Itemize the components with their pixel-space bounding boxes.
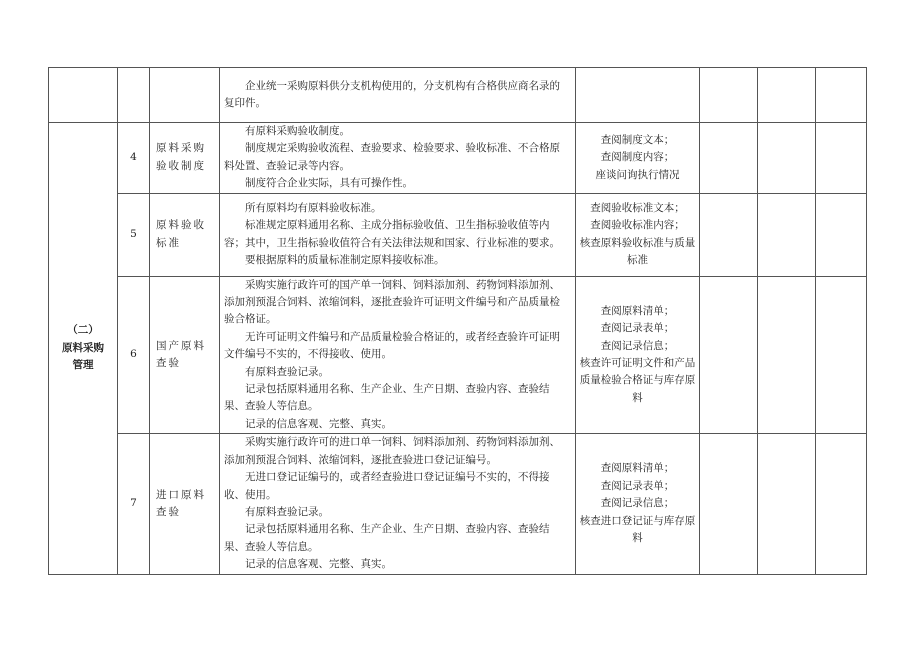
method-text: 查阅记录表单； (600, 479, 675, 492)
continuation-row (49, 68, 867, 123)
row-number: 6 (118, 276, 150, 434)
empty-number-cell (118, 68, 150, 123)
method-text: 查阅验收标准内容； (590, 219, 685, 232)
extra-cell (700, 68, 758, 123)
method-text: 查阅记录表单； (600, 322, 675, 335)
method-text: 查阅原料清单； (600, 462, 675, 475)
section-number: （二） (67, 324, 99, 337)
row-number: 7 (118, 434, 150, 574)
row-number: 4 (118, 123, 150, 194)
item-name: 原料验收标准 (150, 193, 220, 276)
item-name: 原料采购验收制度 (150, 123, 220, 194)
method-text: 查阅制度文本； (600, 133, 675, 146)
empty-section-cell (49, 68, 118, 123)
extra-cell (758, 123, 816, 194)
requirement-text: 有原料查验记录。 (245, 365, 329, 378)
requirement-text: 制度符合企业实际，具有可操作性。 (245, 177, 413, 190)
requirement-cell (220, 123, 576, 194)
empty-item-cell (150, 68, 220, 123)
row-number: 5 (118, 193, 150, 276)
requirement-text: 有原料采购验收制度。 (245, 125, 350, 137)
method-text: 核查许可证明文件和产品质量检验合格证与库存原料 (579, 356, 696, 404)
requirement-text: 记录包括原料通用名称、生产企业、生产日期、查验内容、查验结果、查验人等信息。 (224, 523, 550, 553)
requirement-text: 记录包括原料通用名称、生产企业、生产日期、查验内容、查验结果、查验人等信息。 (224, 383, 550, 413)
requirement-cell (220, 434, 576, 574)
requirement-text: 企业统一采购原料供分支机构使用的，分支机构有合格供应商名录的复印件。 (224, 79, 560, 109)
method-text: 查阅原料清单； (600, 304, 675, 317)
table-row (49, 276, 867, 434)
inspection-table (48, 67, 867, 575)
method-text: 查阅记录信息； (600, 497, 675, 510)
section-title-line: 原料采购 (62, 341, 104, 354)
extra-cell (700, 434, 758, 574)
requirement-cell (220, 68, 576, 123)
method-cell (576, 193, 700, 276)
requirement-text: 采购实施行政许可的进口单一饲料、饲料添加剂、药物饲料添加剂、添加剂预混合饲料、浓缩饲料，逐批查验进口登记证编号。 (224, 436, 560, 466)
section-title-line: 管理 (72, 358, 94, 371)
method-cell (576, 276, 700, 434)
method-cell (576, 434, 700, 574)
requirement-text: 所有原料均有原料验收标准。 (245, 201, 382, 214)
method-text: 座谈问询执行情况 (595, 168, 680, 181)
requirement-text: 制度规定采购验收流程、查验要求、检验要求、验收标准、不合格原料处置、查验记录等内容。 (224, 142, 560, 172)
method-text: 查阅记录信息； (600, 339, 675, 352)
extra-cell (700, 276, 758, 434)
method-text: 查阅制度内容； (600, 151, 675, 164)
method-text: 核查进口登记证与库存原料 (579, 514, 696, 545)
extra-cell (758, 193, 816, 276)
item-name: 进口原料查验 (150, 434, 220, 574)
extra-cell (816, 68, 867, 123)
section-heading-cell (49, 123, 118, 575)
requirement-text: 记录的信息客观、完整、真实。 (245, 558, 392, 571)
extra-cell (816, 434, 867, 574)
requirement-cell (220, 276, 576, 434)
requirement-text: 无许可证明文件编号和产品质量检验合格证的，或者经查验许可证明文件编号不实的，不得接收、使用。 (224, 330, 560, 361)
extra-cell (700, 193, 758, 276)
requirement-text: 记录的信息客观、完整、真实。 (245, 417, 392, 430)
requirement-text: 有原料查验记录。 (245, 505, 329, 518)
method-text: 核查原料验收标准与质量标准 (579, 236, 696, 267)
requirement-cell (220, 193, 576, 276)
method-cell (576, 123, 700, 194)
extra-cell (758, 434, 816, 574)
extra-cell (700, 123, 758, 194)
extra-cell (758, 68, 816, 123)
extra-cell (816, 276, 867, 434)
requirement-text: 要根据原料的质量标准制定原料接收标准。 (245, 254, 445, 267)
table-row (49, 123, 867, 194)
requirement-text: 无进口登记证编号的，或者经查验进口登记证编号不实的，不得接收、使用。 (224, 471, 550, 501)
requirement-text: 标准规定原料通用名称、主成分指标验收值、卫生指标验收值等内容；其中，卫生指标验收值符合有关法律法规和国家、行业标准的要求。 (224, 219, 560, 249)
extra-cell (816, 193, 867, 276)
method-text: 查阅验收标准文本； (590, 201, 685, 214)
table-row (49, 434, 867, 574)
item-name: 国产原料查验 (150, 276, 220, 434)
method-cell (576, 68, 700, 123)
extra-cell (816, 123, 867, 194)
requirement-text: 采购实施行政许可的国产单一饲料、饲料添加剂、药物饲料添加剂、添加剂预混合饲料、浓缩饲料，逐批查验许可证明文件编号和产品质量检验合格证。 (224, 278, 560, 326)
table-row (49, 193, 867, 276)
extra-cell (758, 276, 816, 434)
